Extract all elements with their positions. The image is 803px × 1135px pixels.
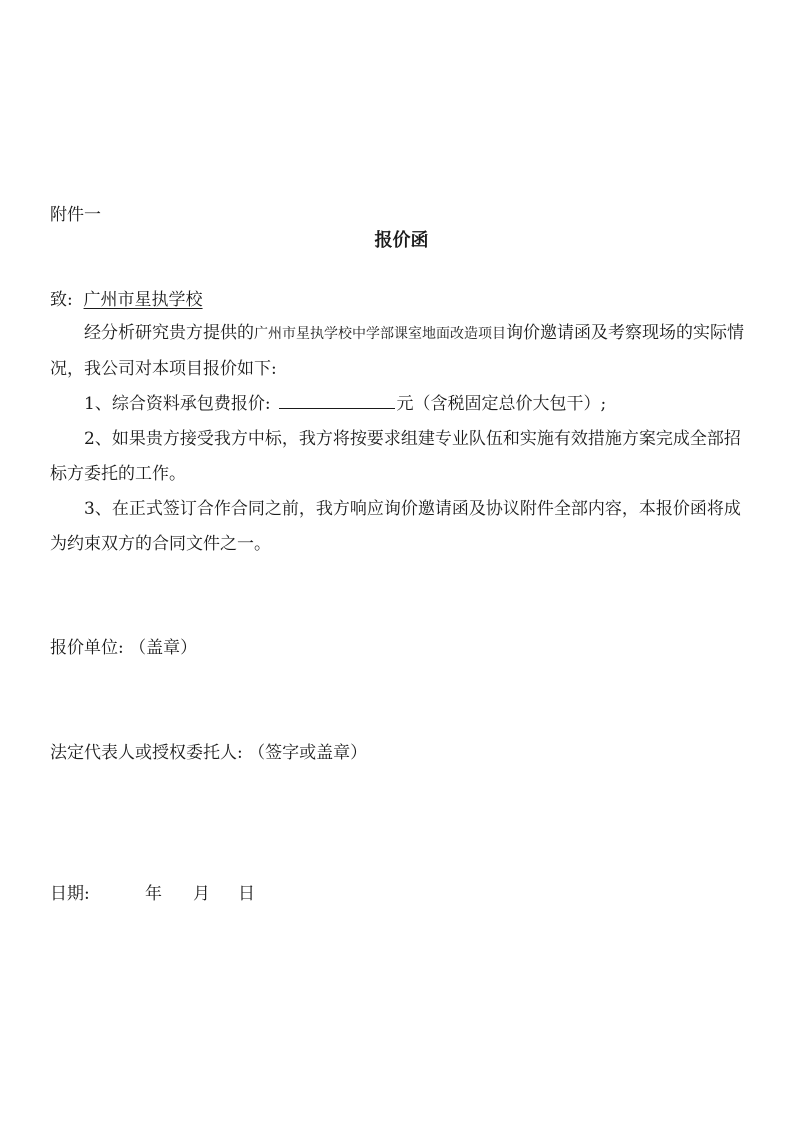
quoting-unit-line: 报价单位: （盖章）	[50, 638, 198, 658]
recipient-prefix: 致:	[50, 290, 73, 310]
date-line	[50, 884, 255, 904]
intro-paragraph	[50, 316, 754, 387]
representative-line: 法定代表人或授权委托人: （签字或盖章）	[50, 743, 368, 763]
attachment-label: 附件一	[50, 205, 101, 225]
date-year: 年	[145, 884, 162, 904]
project-name: 广州市星执学校中学部课室地面改造项目	[254, 326, 506, 342]
recipient-name: 广州市星执学校	[83, 290, 203, 310]
item-1-suffix: 元（含税固定总价大包干）;	[396, 394, 607, 414]
document-title: 报价函	[374, 230, 429, 251]
intro-end: 询价邀请函及考察现场的实际情况，我公司对本项目报价如下:	[50, 323, 744, 379]
item-2: 2、如果贵方接受我方中标，我方将按要求组建专业队伍和实施有效措施方案完成全部招标方委托的工作。	[50, 429, 741, 484]
item-1-text: 1、综合资料承包费报价:	[84, 394, 271, 414]
price-blank	[279, 394, 395, 409]
item-1	[50, 387, 754, 422]
date-month: 月	[193, 884, 210, 904]
intro-start: 经分析研究贵方提供的	[84, 323, 254, 343]
date-day: 日	[238, 884, 255, 904]
item-3: 3、在正式签订合作合同之前，我方响应询价邀请函及协议附件全部内容，本报价函将成为约束双方的合同文件之一。	[50, 499, 741, 554]
date-label: 日期:	[50, 884, 90, 904]
recipient-line	[50, 290, 203, 310]
